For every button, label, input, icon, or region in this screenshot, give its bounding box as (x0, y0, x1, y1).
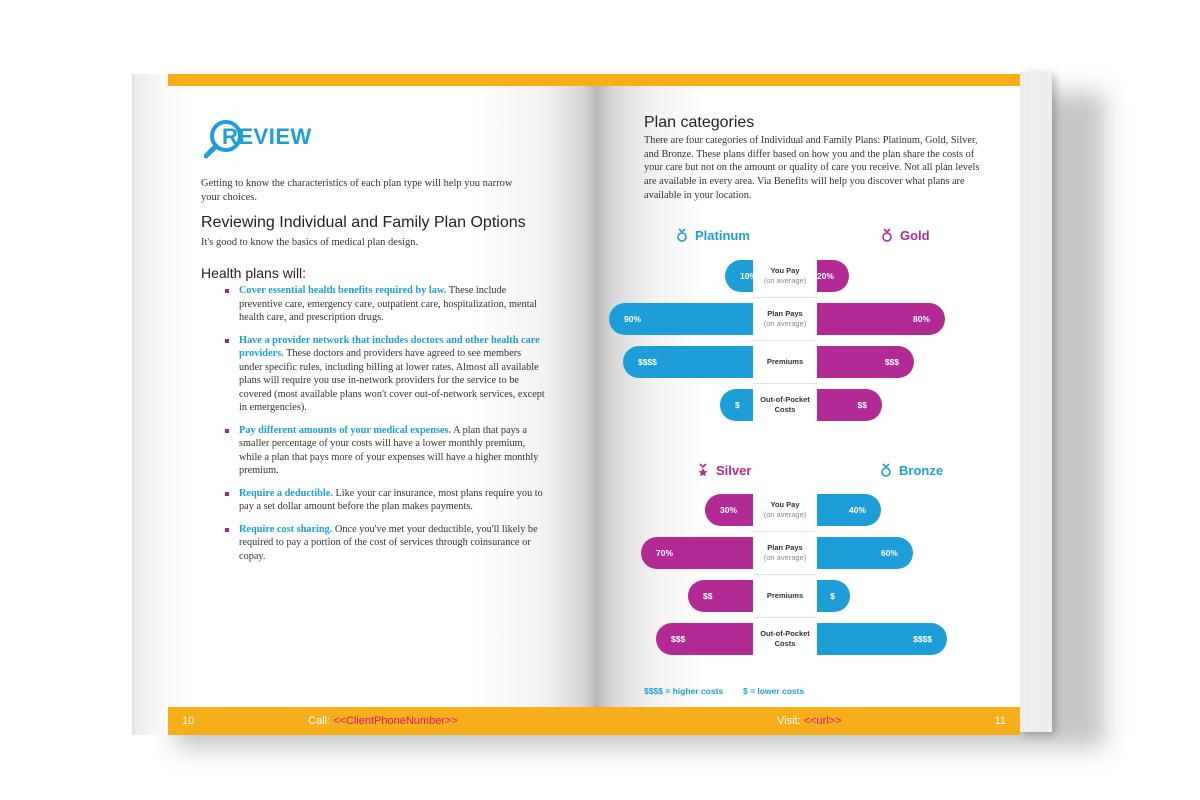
list-item (225, 523, 545, 564)
bullet-square-icon (225, 528, 229, 532)
bar-silver (656, 623, 753, 655)
health-plan-list (225, 284, 545, 572)
metric-label (753, 260, 817, 292)
medal-icon (696, 463, 710, 477)
metric-label (753, 537, 817, 569)
metric-label-note: (on average) (763, 319, 807, 328)
metric-divider (753, 297, 817, 298)
bullet-text: These doctors and providers have agreed to see members under specific rules, including billing at lower rates. Almost all available plans will require you use in-network providers for the service to be covered (most available plans won't cover out-of-network services, except in emergencies). (239, 348, 545, 413)
left-footer (168, 707, 595, 735)
bar-value-label: $$$ (671, 634, 686, 644)
bar-bronze (817, 494, 881, 526)
list-heading: Health plans will: (201, 265, 307, 281)
bullet-highlight: Require a deductible. (239, 487, 333, 499)
bar-gold (817, 303, 945, 335)
bar-value-label: $$ (857, 400, 867, 410)
bar-value-label: 30% (720, 505, 738, 515)
bar-platinum (720, 389, 753, 421)
metric-divider (753, 383, 817, 384)
metric-divider (753, 574, 817, 575)
silver-heading (696, 463, 751, 478)
metric-label (753, 346, 817, 378)
bar-gold (817, 389, 882, 421)
bar-value-label: $$$$ (638, 357, 657, 367)
visit-line (777, 715, 842, 727)
right-footer (595, 707, 1020, 735)
url-placeholder: <<url>> (803, 715, 842, 727)
bronze-heading (879, 463, 943, 478)
bar-silver (688, 580, 753, 612)
metric-label-main: You Pay (770, 500, 800, 509)
intro-text: Getting to know the characteristics of each plan type will help you narrow your choices. (201, 178, 513, 203)
legend-higher: $$$$ = higher costs (644, 686, 724, 696)
page-number: 11 (994, 715, 1006, 727)
metric-divider (753, 340, 817, 341)
medal-icon (880, 228, 894, 242)
bar-platinum (609, 303, 753, 335)
list-item (225, 487, 545, 514)
bar-value-label: $$$$ (913, 634, 932, 644)
metric-label (753, 494, 817, 526)
bullet-square-icon (225, 429, 229, 433)
silver-label: Silver (716, 463, 752, 478)
top-accent-bar (168, 74, 595, 86)
review-title: REVIEW (222, 124, 312, 149)
metric-label-note: (on average) (763, 510, 807, 519)
bullet-text: Like your car insurance, most plans require you to pay a set dollar amount before the plan makes payments. (239, 487, 543, 512)
bar-gold (817, 346, 914, 378)
page-title: Plan categories (644, 114, 755, 131)
platinum-heading (675, 228, 750, 243)
list-item (225, 284, 545, 325)
bar-value-label: 60% (880, 548, 898, 558)
plan-description: There are four categories of Individual and Family Plans: Platinum, Gold, Silver, and Bronze. These plans differ based on how you and the plan share the costs of your care but not on the amount or quality of care you receive. Not all plan levels are available in every area. Via Benefits will help you discover what plans are available in your location. (644, 135, 980, 201)
right-page (595, 74, 1020, 735)
bar-platinum (725, 260, 758, 292)
bar-value-label: 80% (912, 314, 930, 324)
bar-value-label: 20% (816, 271, 834, 281)
metric-label-main: Premiums (766, 591, 804, 600)
metric-label (753, 623, 817, 655)
medal-icon (675, 228, 689, 242)
metric-label-main: You Pay (770, 266, 800, 275)
platinum-label: Platinum (695, 228, 750, 243)
section-heading: Reviewing Individual and Family Plan Options (201, 214, 526, 231)
bullet-highlight: Cover essential health benefits required by law. (239, 285, 447, 296)
section-subheading: It's good to know the basics of medical plan design. (201, 237, 419, 248)
bar-value-label: $ (735, 400, 740, 410)
metric-label-note: (on average) (763, 553, 807, 562)
list-item (225, 424, 545, 478)
metric-label-note: Costs (774, 639, 796, 648)
bar-value-label: 90% (624, 314, 642, 324)
left-page (135, 74, 595, 735)
bar-value-label: $ (830, 591, 835, 601)
page-edges (1020, 72, 1052, 732)
metric-label-note: (on average) (763, 276, 807, 285)
legend-lower: $ = lower costs (743, 686, 805, 696)
bar-gold (817, 260, 849, 292)
metric-divider (753, 531, 817, 532)
list-item (225, 334, 545, 415)
bar-bronze (817, 623, 947, 655)
gold-label: Gold (900, 228, 930, 243)
metric-label-main: Out-of-Pocket (760, 395, 810, 404)
metric-label-main: Plan Pays (767, 543, 803, 552)
bar-value-label: 70% (656, 548, 674, 558)
medal-icon (879, 463, 893, 477)
bar-bronze (817, 580, 850, 612)
call-label: Call: (308, 715, 331, 727)
metric-label (753, 389, 817, 421)
visit-label: Visit: (777, 715, 801, 727)
bar-value-label: 10% (740, 271, 758, 281)
bullet-square-icon (225, 339, 229, 343)
bar-value-label: $$$ (884, 357, 899, 367)
bar-platinum (623, 346, 753, 378)
call-line (308, 715, 458, 727)
metric-label-main: Plan Pays (767, 309, 803, 318)
bullet-highlight: Require cost sharing. (239, 523, 333, 535)
bullet-square-icon (225, 289, 229, 293)
bullet-highlight: Have a provider network that includes doctors and other health care providers. (239, 334, 540, 359)
page-number: 10 (182, 715, 195, 727)
bullet-text: A plan that pays a smaller percentage of your costs will have a lower monthly premium, while a plan that pays more of your expenses will have a higher monthly premium. (239, 424, 539, 476)
gold-heading (880, 228, 930, 243)
bar-silver (705, 494, 753, 526)
metric-label (753, 303, 817, 335)
metric-label (753, 580, 817, 612)
metric-label-main: Premiums (766, 357, 804, 366)
bullet-text: These include preventive care, emergency care, outpatient care, hospitalization, mental health care, and prescription drugs. (239, 285, 537, 323)
bar-silver (641, 537, 753, 569)
bar-bronze (817, 537, 913, 569)
metric-divider (753, 617, 817, 618)
phone-placeholder: <<ClientPhoneNumber>> (333, 715, 458, 727)
metric-label-main: Out-of-Pocket (760, 629, 810, 638)
bronze-label: Bronze (899, 463, 944, 478)
bar-value-label: $$ (703, 591, 713, 601)
metric-label-note: Costs (774, 405, 796, 414)
bar-value-label: 40% (848, 505, 866, 515)
top-accent-bar (595, 74, 1020, 86)
bullet-square-icon (225, 492, 229, 496)
bullet-highlight: Pay different amounts of your medical expenses. (239, 424, 452, 436)
bullet-text: Once you've met your deductible, you'll likely be required to pay a portion of the cost of services through coinsurance or copay. (239, 523, 538, 562)
